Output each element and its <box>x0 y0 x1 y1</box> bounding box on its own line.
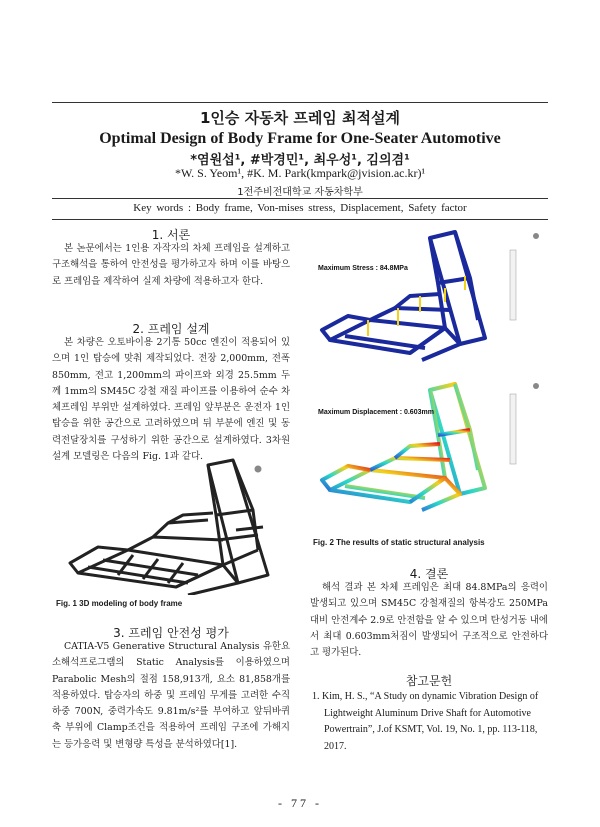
conclusion-text: 해석 결과 본 차체 프레임은 최대 84.8MPa의 응력이 발생되고 있으며 SM45C 강철재질의 항복강도 250MPa 대비 안전계수 2.9로 안전함을 알 수 있으며 탄성거동 내에서 최대 0.603mm처짐이 발생되어 구조적으로 안전하다고 평가된다. <box>310 582 548 659</box>
fig2-caption: Fig. 2 The results of static structural analysis <box>313 538 485 547</box>
fig2-stress-label: Maximum Stress : 84.8MPa <box>318 265 408 272</box>
frame-text: 본 차량은 오토바이용 2기통 50cc 엔진이 적용되어 있으며 1인 탑승에 맞춰 제작되었다. 전장 2,000mm, 전폭 850mm, 전고 1,200mm의 파이프와 외경 25.5mm 두께 1mm의 SM45C 강철 재질 파이프를 이용하여 순수 차체프레임 부위만 설계하였다. 프레임 앞부분은 운전자 1인 탑승을 위한 공간으로 고려하였으며 뒤 부분에 엔진 및 동력전달장치를 구성하기 위한 공간으로 설계하였다. 3차원 설계 모델링은 다음의 Fig. 1과 같다. <box>52 337 290 463</box>
intro-text: 본 논문에서는 1인용 자작자의 차체 프레임을 설계하고 구조해석을 통하여 안전성을 평가하고자 하며 이를 바탕으로 프레임을 제작하여 실제 차량에 적용하고자 한다. <box>52 243 290 287</box>
safety-text: CATIA-V5 Generative Structural Analysis 유한요소해석프로그램의 Static Analysis를 이용하였으며 Parabolic Mesh의 절점 158,913개, 요소 81,858개를 적용하였다. 탑승자의 하중 및 프레임 무게를 고려한 수직하중 700N, 중력가속도 9.81m/s²를 부여하고 앞뒤바퀴 축 부위에 Clamp조건을 적용하여 프레임 구조에 가해지는 등가응력 및 변형량 특성을 분석하였다[1]. <box>52 641 290 750</box>
keywords-top-rule <box>52 198 548 199</box>
frame-paragraph <box>52 335 290 465</box>
section-heading-frame: 2. 프레임 설계 <box>132 322 210 336</box>
conclusion-paragraph <box>310 580 548 661</box>
keywords-bottom-rule <box>52 219 548 220</box>
authors-english: *W. S. Yeom¹, #K. M. Park(kmpark@jvision.ac.kr)¹ <box>174 166 426 180</box>
top-rule <box>52 102 548 103</box>
fig2-displacement-label: Maximum Displacement : 0.603mm <box>318 409 434 416</box>
reference-item: 1. Kim, H. S., “A Study on dynamic Vibration Design of Lightweight Aluminum Drive Shaft for Automotive Powertrain”, J.of KSMT, Vol. 19, No. 1, pp. 113-118, 2017. <box>312 691 539 752</box>
fig2-stress-result <box>310 228 548 378</box>
page-number: - 77 - <box>278 796 322 810</box>
view-cube-icon <box>533 233 539 239</box>
safety-paragraph <box>52 639 290 753</box>
section-heading-conclusion: 4. 결론 <box>409 567 449 581</box>
stress-legend-bar <box>510 250 516 320</box>
section-heading-references: 참고문헌 <box>405 674 453 688</box>
keywords: Key words : Body frame, Von-mises stress, Displacement, Safety factor <box>133 202 467 214</box>
displacement-legend-bar <box>510 394 516 464</box>
affiliation: 1전주비전대학교 자동차학부 <box>237 187 363 198</box>
view-cube-icon <box>255 466 262 473</box>
fig2-displacement-result <box>310 380 548 525</box>
section-heading-safety: 3. 프레임 안전성 평가 <box>113 626 229 640</box>
view-cube-icon <box>533 383 539 389</box>
title-english: Optimal Design of Body Frame for One-Seater Automotive <box>99 130 501 147</box>
intro-paragraph <box>52 241 290 290</box>
title-korean: 1인승 자동차 프레임 최적설계 <box>200 109 400 127</box>
fig1-caption: Fig. 1 3D modeling of body frame <box>56 599 183 608</box>
section-heading-intro: 1. 서론 <box>151 228 191 242</box>
fig1-frame-model <box>58 455 290 595</box>
authors-korean: *염원섭¹, #박경민¹, 최우성¹, 김의겸¹ <box>190 153 410 168</box>
